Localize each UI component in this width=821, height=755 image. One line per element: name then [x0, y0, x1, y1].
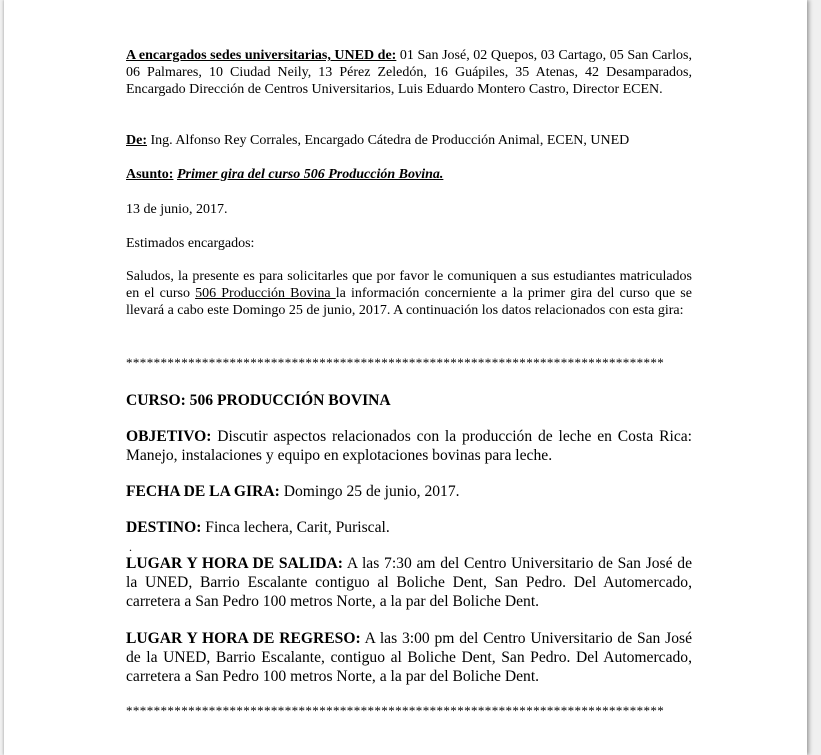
return-paragraph	[126, 629, 692, 686]
from-label: De:	[126, 133, 147, 148]
tour-date-line	[126, 482, 692, 501]
greeting-line: Estimados encargados:	[126, 236, 255, 251]
course-value: 506 PRODUCCIÓN BOVINA	[185, 392, 391, 409]
destination-label: DESTINO:	[126, 519, 202, 536]
destination-value: Finca lechera, Carit, Puriscal.	[201, 519, 390, 536]
from-text: Ing. Alfonso Rey Corrales, Encargado Cátedra de Producción Animal, ECEN, UNED	[147, 133, 630, 148]
recipients-text: 01 San José, 02 Quepos, 03 Cartago, 05 San Carlos, 06 Palmares, 10 Ciudad Neily, 13 Pérez Zeledón, 16 Guápiles, 35 Atenas, 42 Desamparados, Encargado Dirección de Centros Universitarios, Luis Eduardo Montero Castro, Director ECEN.	[126, 48, 692, 97]
objective-label: OBJETIVO:	[126, 428, 212, 445]
objective-paragraph	[126, 427, 692, 465]
stray-dot: .	[129, 540, 132, 554]
return-label: LUGAR Y HORA DE REGRESO:	[126, 630, 361, 647]
recipients-paragraph	[126, 47, 692, 98]
course-reference: 506 Producción Bovina	[195, 286, 336, 301]
course-line	[126, 391, 692, 410]
separator-bottom: ******************************************************************************	[126, 704, 665, 718]
document-page	[4, 0, 807, 755]
departure-paragraph	[126, 554, 692, 611]
subject-text: Primer gira del curso 506 Producción Bovina.	[176, 167, 444, 182]
departure-value: A las 7:30 am del Centro Universitario de San José de la UNED, Barrio Escalante contiguo al Boliche Dent, San Pedro. Del Automercado, carretera a San Pedro 100 metros Norte, a la par del Boliche Dent.	[126, 555, 692, 610]
date-line: 13 de junio, 2017.	[126, 202, 228, 217]
departure-label: LUGAR Y HORA DE SALIDA:	[126, 555, 343, 572]
body-paragraph	[126, 268, 692, 319]
return-value: A las 3:00 pm del Centro Universitario de San José de la UNED, Barrio Escalante, contiguo al Boliche Dent, San Pedro. Del Automercado, carretera a San Pedro 100 metros Norte, a la par del Boliche Dent.	[126, 630, 693, 685]
body-text-part1: Saludos, la presente es para solicitarles que por favor le comuniquen a sus estudiantes matriculados en el curso	[126, 269, 692, 301]
from-paragraph	[126, 132, 692, 149]
tour-date-label: FECHA DE LA GIRA:	[126, 483, 280, 500]
course-label: CURSO:	[126, 392, 186, 409]
separator-top: ******************************************************************************	[126, 356, 665, 370]
body-text-part2: la información concerniente a la primer gira del curso que se llevará a cabo este Domingo 25 de junio, 2017. A continuación los datos relacionados con esta gira:	[126, 286, 692, 318]
subject-label: Asunto:	[126, 167, 174, 182]
subject-paragraph	[126, 166, 692, 183]
recipients-label: A encargados sedes universitarias, UNED de:	[126, 48, 397, 63]
objective-value: Discutir aspectos relacionados con la producción de leche en Costa Rica: Manejo, instalaciones y equipo en explotaciones bovinas para leche.	[126, 428, 692, 464]
tour-date-value: Domingo 25 de junio, 2017.	[279, 483, 460, 500]
destination-line	[126, 518, 692, 537]
